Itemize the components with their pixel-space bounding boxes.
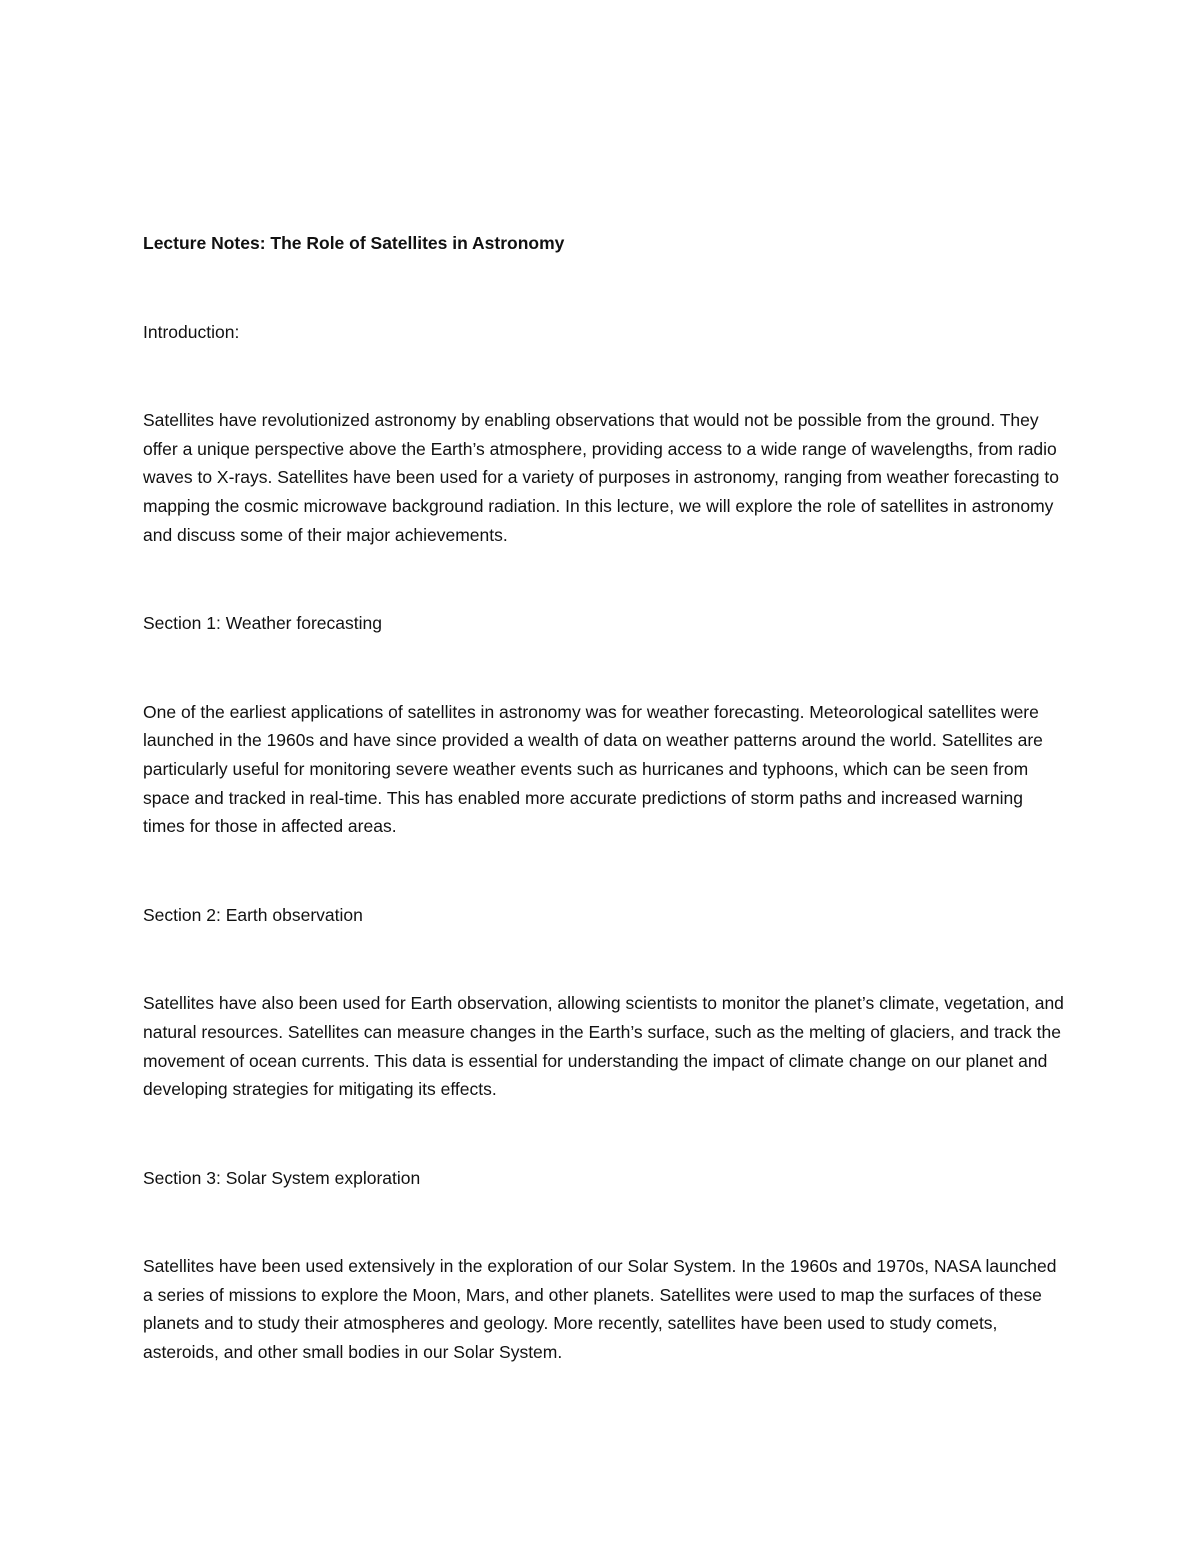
section-1-heading: Section 1: Weather forecasting <box>143 613 382 634</box>
section-3-heading: Section 3: Solar System exploration <box>143 1167 421 1188</box>
section-2-heading: Section 2: Earth observation <box>143 904 363 925</box>
introduction-label: Introduction: <box>143 321 240 342</box>
document-title: Lecture Notes: The Role of Satellites in Astronomy <box>143 233 565 253</box>
section-1-paragraph: One of the earliest applications of satellites in astronomy was for weather forecasting. Meteorological satellites were launched in the 1960s and have since provided a wealth of data on weather patterns around the world. Satellites are particularly useful for monitoring severe weather events such as hurricanes and typhoons, which can be seen from space and tracked in real-time. This has enabled more accurate predictions of storm paths and increased warning times for those in affected areas. <box>143 701 1043 837</box>
introduction-paragraph: Satellites have revolutionized astronomy by enabling observations that would not be possible from the ground. They offer a unique perspective above the Earth’s atmosphere, providing access to a wide range of wavelengths, from radio waves to X-rays. Satellites have been used for a variety of purposes in astronomy, ranging from weather forecasting to mapping the cosmic microwave background radiation. In this lecture, we will explore the role of satellites in astronomy and discuss some of their major achievements. <box>143 410 1059 545</box>
section-2-paragraph: Satellites have also been used for Earth observation, allowing scientists to monitor the planet’s climate, vegetation, and natural resources. Satellites can measure changes in the Earth’s surface, such as the melting of glaciers, and track the movement of ocean currents. This data is essential for understanding the impact of climate change on our planet and developing strategies for mitigating its effects. <box>143 993 1064 1100</box>
section-3-paragraph: Satellites have been used extensively in the exploration of our Solar System. In the 1960s and 1970s, NASA launched a series of missions to explore the Moon, Mars, and other planets. Satellites were used to map the surfaces of these planets and to study their atmospheres and geology. More recently, satellites have been used to study comets, asteroids, and other small bodies in our Solar System. <box>143 1256 1057 1363</box>
document-body <box>143 229 1068 1367</box>
